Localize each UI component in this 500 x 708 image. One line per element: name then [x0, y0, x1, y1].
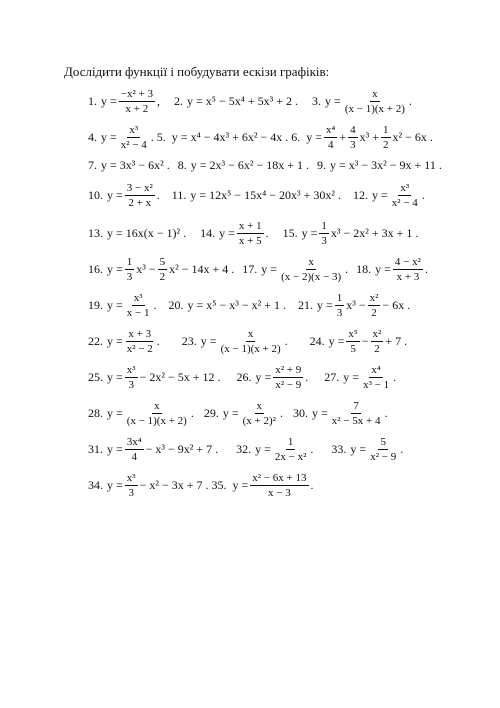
problem-4	[88, 124, 166, 151]
math-text: ,	[157, 94, 160, 109]
math-text: y = 12x⁵ − 15x⁴ − 20x³ + 30x² .	[190, 188, 341, 203]
math-text: 27.	[324, 370, 340, 385]
math-text: y =	[101, 94, 117, 109]
math-text: .	[421, 188, 425, 203]
problem-row-11	[88, 436, 403, 463]
problem-row-6	[88, 256, 428, 283]
fraction	[346, 328, 359, 355]
math-text: y =	[372, 188, 388, 203]
math-text: y =	[107, 370, 123, 385]
math-text: y =	[325, 94, 341, 109]
fraction	[343, 88, 407, 115]
problem-3	[312, 88, 412, 115]
math-text: 2 + x	[128, 197, 152, 210]
math-text: y =	[328, 334, 345, 349]
math-text: x³ − 1	[363, 379, 390, 392]
math-text: y =	[107, 406, 123, 421]
fraction	[319, 220, 329, 247]
fraction	[273, 364, 303, 391]
math-text: y =	[301, 226, 318, 241]
fraction	[273, 436, 309, 463]
math-text: x + 5	[238, 235, 262, 248]
fraction	[368, 436, 398, 463]
math-text: 25.	[88, 370, 103, 385]
math-text: 3x⁴	[125, 436, 144, 450]
fraction	[381, 124, 391, 151]
math-text: (x − 2)(x − 3)	[281, 271, 342, 284]
math-text: .	[345, 262, 349, 277]
math-text: .	[424, 262, 428, 277]
math-text: 33.	[331, 442, 347, 457]
math-text: 34.	[88, 478, 103, 493]
math-text: .	[156, 188, 160, 203]
math-text: 30.	[292, 406, 308, 421]
math-text: y =	[101, 130, 117, 145]
problem-15	[283, 220, 419, 247]
math-text: x³ −	[136, 262, 156, 277]
fraction	[237, 220, 264, 247]
math-text: 9.	[317, 158, 326, 172]
fraction	[125, 364, 138, 391]
math-text: 5	[378, 436, 388, 450]
math-text: 3 − x²	[125, 182, 155, 196]
math-text: 28.	[88, 406, 103, 421]
math-text: x³	[132, 292, 145, 306]
problem-1	[88, 88, 160, 115]
math-text: 3	[128, 487, 134, 500]
math-text: x + 3	[396, 271, 420, 284]
math-text: x² − 6x + 13	[250, 472, 308, 486]
fraction	[330, 400, 383, 427]
fraction	[361, 364, 391, 391]
math-text: y = 3x³ − 6x² .	[101, 158, 170, 172]
problem-19	[88, 292, 157, 319]
math-text: −x² + 3	[119, 88, 155, 102]
math-text: x + 3	[126, 328, 153, 342]
math-text: x	[246, 328, 256, 342]
fraction	[335, 292, 345, 319]
problem-row-4	[88, 182, 425, 209]
fraction	[125, 400, 189, 427]
math-text: 21.	[297, 298, 313, 313]
math-text: x	[370, 88, 380, 102]
math-text: y =	[107, 298, 123, 313]
math-text: 1	[319, 220, 329, 234]
math-text: 10.	[88, 188, 103, 203]
problem-20	[169, 298, 286, 313]
problem-21	[298, 292, 410, 319]
math-text: x⁴	[369, 364, 382, 378]
math-text: y =	[107, 442, 123, 457]
fraction	[371, 328, 384, 355]
problem-row-2	[88, 124, 433, 151]
math-text: y =	[107, 262, 123, 277]
math-text: 1.	[88, 94, 97, 109]
problem-29	[204, 400, 283, 427]
math-text: .	[279, 406, 283, 421]
math-text: .	[284, 334, 288, 349]
problem-31	[88, 436, 218, 463]
problem-24	[310, 328, 408, 355]
problem-26	[237, 364, 309, 391]
math-text: 5	[158, 256, 168, 270]
fraction	[119, 124, 149, 151]
math-text: 19.	[88, 298, 103, 313]
math-text: 3	[126, 271, 133, 284]
math-text: x³ +	[359, 130, 380, 145]
math-text: x² − 14x + 4 .	[169, 262, 235, 277]
math-text: 11.	[171, 188, 187, 203]
fraction	[119, 88, 155, 115]
math-text: y = 16x(x − 1)² .	[107, 226, 187, 241]
math-text: 12.	[353, 188, 368, 203]
problem-row-7	[88, 292, 410, 319]
problem-row-8	[88, 328, 407, 355]
math-text: (x − 1)(x + 2)	[344, 103, 405, 116]
fraction	[393, 256, 423, 283]
math-text: 3	[321, 235, 327, 248]
math-text: x	[152, 400, 162, 414]
math-text: .	[305, 370, 309, 385]
math-text: x² − 9	[275, 379, 302, 392]
fraction	[279, 256, 343, 283]
math-text: 24.	[309, 334, 325, 349]
math-text: y = 2x³ − 6x² − 18x + 1 .	[190, 158, 309, 172]
math-text: 5	[350, 343, 356, 356]
math-text: .	[153, 298, 157, 313]
problem-23	[182, 328, 288, 355]
math-text: x² − 2	[126, 343, 153, 356]
math-text: .	[393, 370, 397, 385]
math-text: x³	[127, 124, 140, 138]
problem-10	[88, 182, 160, 209]
math-text: 23.	[181, 334, 197, 349]
math-text: −	[361, 334, 369, 349]
math-text: 22.	[88, 334, 103, 349]
math-text: x − 3	[268, 487, 291, 500]
math-text: x³ − 2x² + 3x + 1 .	[330, 226, 419, 241]
math-text: 4	[131, 451, 137, 464]
math-text: 2x − x²	[274, 451, 307, 464]
problem-17	[242, 256, 348, 283]
math-text: 2	[374, 343, 380, 356]
math-text: x³	[125, 472, 138, 486]
math-text: x²	[371, 328, 384, 342]
math-text: − x³ − 9x² + 7 .	[145, 442, 219, 457]
math-text: x + 1	[237, 220, 264, 234]
problem-16	[88, 256, 234, 283]
math-text: 26.	[236, 370, 252, 385]
math-text: .	[384, 406, 388, 421]
math-text: x² + 9	[273, 364, 303, 378]
math-text: x² − 5x + 4	[331, 415, 381, 428]
problem-35	[233, 472, 314, 499]
math-text: +	[339, 130, 347, 145]
math-text: 1	[381, 124, 391, 138]
math-text: y =	[261, 262, 278, 277]
fraction	[125, 292, 152, 319]
math-text: 3	[336, 307, 343, 320]
math-text: y =	[107, 188, 123, 203]
problem-2	[174, 94, 298, 109]
math-text: x⁵	[346, 328, 359, 342]
math-text: 8.	[177, 158, 187, 172]
math-text: y =	[255, 442, 271, 457]
math-text: + 7 .	[385, 334, 408, 349]
problem-row-9	[88, 364, 396, 391]
math-text: 7	[351, 400, 361, 414]
math-text: 1	[335, 292, 345, 306]
math-text: x² − 4	[120, 139, 147, 152]
fraction	[324, 124, 337, 151]
math-text: .	[156, 334, 160, 349]
problem-33	[331, 436, 403, 463]
problem-22	[88, 328, 160, 355]
fraction	[125, 436, 144, 463]
math-text: y = x⁴ − 4x³ + 6x² − 4x . 6.	[171, 130, 301, 145]
math-text: 14.	[200, 226, 216, 241]
math-text: .	[408, 94, 412, 109]
math-text: 18.	[356, 262, 372, 277]
math-text: x + 2	[125, 103, 149, 116]
math-text: x	[255, 400, 265, 414]
math-text: 1	[125, 256, 135, 270]
math-text: y = x⁵ − 5x⁴ + 5x³ + 2 .	[187, 94, 299, 109]
math-text: 3	[128, 379, 134, 392]
math-text: 4.	[88, 130, 97, 145]
fraction	[125, 182, 155, 209]
math-text: x − 1	[126, 307, 150, 320]
math-text: x⁴	[324, 124, 337, 138]
math-text: y =	[255, 370, 272, 385]
math-text: 16.	[88, 262, 103, 277]
fraction	[390, 182, 420, 209]
fraction	[348, 124, 358, 151]
math-text: (x − 1)(x + 2)	[220, 343, 281, 356]
math-text: y =	[219, 226, 235, 241]
math-text: .	[310, 442, 314, 457]
problem-row-10	[88, 400, 387, 427]
problem-25	[88, 364, 221, 391]
math-text: − 6x .	[382, 298, 411, 313]
math-text: y =	[343, 370, 360, 385]
problem-9	[317, 158, 442, 173]
math-text: (x + 2)²	[242, 415, 276, 428]
math-text: 4	[327, 139, 334, 152]
fraction	[158, 256, 168, 283]
math-text: x² − 9	[370, 451, 397, 464]
problem-30	[293, 400, 388, 427]
fraction	[368, 292, 381, 319]
math-text: y =	[107, 334, 123, 349]
problem-13	[88, 226, 186, 241]
problem-28	[88, 400, 194, 427]
math-text: y =	[222, 406, 239, 421]
problem-12	[353, 182, 425, 209]
fraction	[241, 400, 278, 427]
problem-8	[178, 158, 309, 173]
math-text: .	[190, 406, 194, 421]
math-text: y =	[375, 262, 391, 277]
math-text: y =	[306, 130, 323, 145]
math-text: y =	[107, 478, 123, 493]
math-text: x² − 6x .	[392, 130, 433, 145]
math-text: 3	[350, 139, 356, 152]
problem-32	[236, 436, 313, 463]
math-text: x²	[368, 292, 381, 306]
math-text: 4 − x²	[393, 256, 423, 270]
fraction	[125, 256, 135, 283]
problem-14	[200, 220, 269, 247]
math-text: 31.	[88, 442, 103, 457]
math-text: 17.	[242, 262, 258, 277]
math-text: .	[310, 478, 314, 493]
math-text: x³	[398, 182, 411, 196]
math-text: .	[265, 226, 269, 241]
math-text: 4	[348, 124, 358, 138]
math-text: y =	[316, 298, 333, 313]
math-text: 2	[371, 307, 377, 320]
problem-row-5	[88, 220, 418, 247]
problem-27	[324, 364, 396, 391]
problem-18	[356, 256, 428, 283]
math-text: y =	[200, 334, 217, 349]
problem-7	[88, 158, 170, 173]
math-text: 29.	[203, 406, 219, 421]
math-text: 32.	[236, 442, 252, 457]
math-text: 20.	[168, 298, 184, 313]
math-text: x² − 4	[391, 197, 418, 210]
fraction	[250, 472, 308, 499]
math-text: (x − 1)(x + 2)	[126, 415, 187, 428]
math-text: x	[306, 256, 316, 270]
problem-5	[172, 130, 300, 145]
math-text: 15.	[282, 226, 298, 241]
math-text: 2.	[174, 94, 183, 109]
math-text: .	[400, 442, 404, 457]
math-text: y = x⁵ − x³ − x² + 1 .	[187, 298, 286, 313]
math-text: − x² − 3x + 7 . 35.	[139, 478, 227, 493]
task-heading: Дослідити функції і побудувати ескізи графіків:	[64, 64, 330, 79]
math-text: x³	[125, 364, 138, 378]
fraction	[125, 472, 138, 499]
math-text: y = x³ − 3x² − 9x + 11 .	[330, 158, 442, 172]
problem-row-3	[88, 158, 442, 173]
math-text: 2	[383, 139, 389, 152]
problem-6	[306, 124, 433, 151]
math-text: 13.	[88, 226, 103, 241]
fraction	[125, 328, 155, 355]
fraction	[219, 328, 283, 355]
math-text: . 5.	[150, 130, 166, 145]
math-text: − 2x² − 5x + 12 .	[139, 370, 221, 385]
math-text: y =	[311, 406, 328, 421]
math-text: 2	[159, 271, 166, 284]
math-text: y =	[350, 442, 367, 457]
math-text: 7.	[88, 158, 97, 172]
math-text: 3.	[312, 94, 322, 109]
math-text: y =	[232, 478, 249, 493]
problem-row-12	[88, 472, 314, 499]
math-text: 1	[286, 436, 296, 450]
problem-34	[88, 472, 227, 499]
math-text: x³ −	[346, 298, 366, 313]
problem-11	[172, 188, 341, 203]
problem-row-1	[88, 88, 412, 115]
